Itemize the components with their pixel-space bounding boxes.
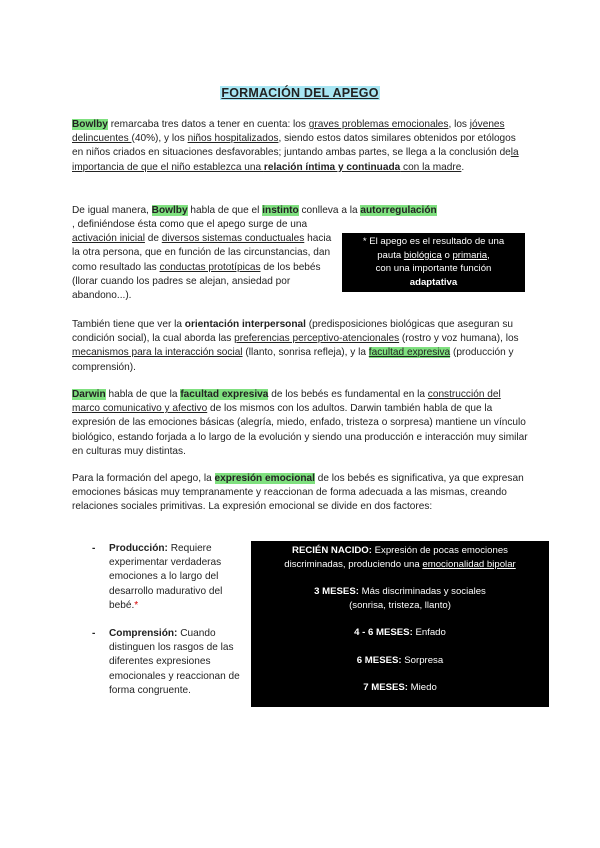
text: , definiéndose ésta como que el apego surge de una [72, 219, 308, 230]
list-item-body [109, 542, 252, 613]
underlined-text: conductas prototípicas [159, 261, 261, 273]
highlight-autorregulacion: autorregulación [360, 205, 437, 216]
text: (predisposiciones biológicas que aseguran su condición social), la cual aborda las [72, 319, 513, 345]
note-line-bold: adaptativa [409, 276, 458, 288]
text: También tiene que ver la [72, 319, 185, 330]
underlined-text: niños hospitalizados [187, 133, 279, 145]
underlined-text: la importancia de que el niño establezca una [72, 147, 519, 173]
text: Para la formación del apego, la [72, 473, 215, 484]
underlined-bold-text: relación íntima y continuada [263, 161, 401, 173]
text: (40%), y los [131, 133, 188, 145]
bold-text: orientación interpersonal [184, 319, 306, 330]
text: hacia la otra persona, que en función de las circunstancias, dan como resultado las [72, 233, 332, 273]
text: , [487, 249, 490, 261]
highlight-bowlby: Bowlby [72, 119, 108, 130]
text: (rostro y voz humana), los [399, 333, 519, 345]
paragraph-bowlby [72, 118, 528, 175]
timeline-text: discriminadas, produciendo una [284, 558, 423, 570]
list-item-label: Comprensión: [109, 628, 178, 639]
paragraph-darwin [72, 388, 528, 459]
timeline-row [251, 654, 549, 668]
asterisk-mark: * [134, 599, 139, 611]
timeline-text: Miedo [408, 682, 437, 693]
timeline-text: Sorpresa [401, 654, 444, 666]
note-line: * El apego es el resultado de una [362, 236, 505, 247]
underlined-text: construcción del marco comunicativo y afectivo [72, 389, 501, 415]
timeline-label: 7 MESES: [363, 682, 408, 693]
text: de los bebés es significativa, ya que expresan emociones básicas muy tempranamente y reaccionan de forma adecuada a las mismas, creando relaciones sociales primitivas. La expresión emocional se divide en dos factores: [72, 473, 524, 513]
title-text: FORMACIÓN DEL APEGO [221, 86, 379, 100]
underlined-text: diversos sistemas conductuales [161, 233, 305, 245]
list-dash: - [92, 543, 96, 554]
list-item-label: Producción: [109, 543, 168, 554]
text: de los bebés es fundamental en la [268, 389, 428, 400]
text: o [441, 249, 453, 261]
text: de los mismos con los adultos. Darwin también habla de que la expresión de las emociones básicas (alegría, miedo, enfado, tristeza o sorpresa) mantiene un vínculo biológico, estando forjada a lo largo de la evolución y siendo una producción e interacción muy similar en culturas muy distintas. [72, 403, 528, 457]
paragraph-orientacion [72, 318, 528, 375]
underlined-text: mecanismos para la interacción social [72, 347, 243, 359]
timeline-text: Enfado [412, 627, 446, 638]
highlight-bowlby: Bowlby [151, 205, 188, 216]
paragraph-expresion-emocional [72, 472, 528, 515]
timeline-row [251, 558, 549, 572]
text: pauta [377, 249, 404, 261]
underlined-text: graves problemas emocionales [308, 119, 449, 130]
highlight-instinto: instinto [262, 205, 299, 216]
text: remarcaba tres datos a tener en cuenta: los [107, 119, 309, 130]
underlined-text: biológica [403, 249, 442, 261]
text: , siendo estos datos similares obtenidos por etólogos en niños criados en situaciones desfavorables; juntando ambas partes, se llega a la conclusión de [72, 133, 516, 159]
highlight-darwin: Darwin [72, 389, 106, 400]
list-item-produccion [92, 542, 252, 613]
underlined-text: activación inicial [72, 233, 145, 245]
paragraph-instinto-body [72, 218, 334, 303]
timeline-label: 6 MESES: [356, 654, 402, 666]
text: . [461, 161, 465, 173]
timeline-text: Expresión de pocas emociones [371, 545, 508, 556]
text: (llanto, sonrisa refleja), y la [242, 347, 369, 359]
timeline-text: (sonrisa, tristeza, llanto) [349, 599, 451, 611]
list-item-body [109, 627, 252, 698]
text: De igual manera, [72, 205, 152, 216]
highlight-facultad-expresiva: facultad expresiva [180, 389, 269, 400]
timeline-label: 3 MESES: [314, 586, 359, 597]
text: , los [448, 119, 470, 130]
highlight-expresion-emocional: expresión emocional [214, 473, 315, 484]
note-line [342, 249, 525, 263]
paragraph-instinto-line1 [72, 204, 528, 218]
text: habla de que la [105, 389, 181, 400]
timeline-label: 4 - 6 MESES: [354, 627, 413, 638]
timeline-text: Más discriminadas y sociales [358, 586, 486, 597]
text: (producción y comprensión). [72, 347, 514, 373]
text: conlleva a la [298, 205, 361, 216]
highlight-facultad-expresiva: facultad expresiva [368, 347, 451, 359]
timeline-row [251, 681, 549, 695]
text: habla de que el [187, 205, 263, 216]
list-item-comprension [92, 627, 252, 698]
text: de los bebés (llorar cuando los padres se alejan, ansiedad por abandono...). [72, 261, 321, 302]
emotion-timeline-box [251, 541, 549, 707]
timeline-label: RECIÉN NACIDO: [292, 545, 372, 556]
note-line: con una importante función [375, 263, 492, 274]
underlined-text: jóvenes delincuentes [72, 119, 505, 145]
underlined-text: emocionalidad bipolar [422, 558, 516, 570]
apego-note-box [342, 233, 525, 292]
page-title [0, 86, 600, 100]
list-dash: - [92, 628, 96, 639]
text: de [144, 233, 162, 245]
list-item-text: Cuando distinguen los rasgos de las diferentes expresiones emocionales y reaccionan de forma congruente. [109, 628, 240, 696]
timeline-row [251, 626, 549, 640]
underlined-text: primaria [452, 249, 488, 261]
timeline-row [251, 585, 549, 599]
underlined-text: preferencias perceptivo-atencionales [234, 333, 400, 345]
list-item-text: Requiere experimentar verdaderas emociones a lo largo del desarrollo madurativo del bebé. [109, 543, 223, 611]
timeline-row [251, 544, 549, 558]
underlined-text: con la madre [400, 161, 462, 173]
